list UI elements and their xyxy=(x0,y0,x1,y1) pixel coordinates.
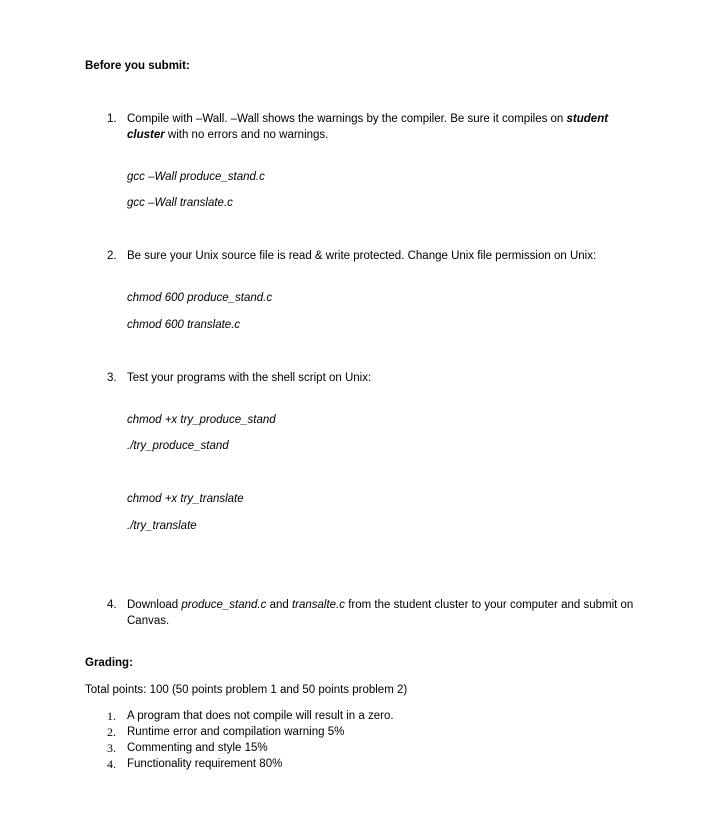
command-gcc-produce-stand: gcc –Wall produce_stand.c xyxy=(127,171,265,183)
step-2-number: 2. xyxy=(107,250,117,262)
command-chmod-translate: chmod 600 translate.c xyxy=(127,319,241,331)
grading-item-1-text: A program that does not compile will result in a zero. xyxy=(127,710,394,722)
grading-heading: Grading: xyxy=(85,657,133,669)
grading-item-2-number: 2. xyxy=(107,725,116,739)
produce-stand-filename: produce_stand.c xyxy=(181,599,267,611)
command-run-try-translate: ./try_translate xyxy=(127,520,197,532)
command-chmod-try-produce-stand: chmod +x try_produce_stand xyxy=(127,414,276,426)
transalte-filename: transalte.c xyxy=(291,599,346,611)
step-1-text: Compile with –Wall. –Wall shows the warnings by the compiler. Be sure it compiles on student cluster with no errors and no warnings. xyxy=(127,113,609,141)
grading-item-1-number: 1. xyxy=(107,709,116,723)
command-gcc-translate: gcc –Wall translate.c xyxy=(127,197,233,209)
step-3-number: 3. xyxy=(107,372,117,384)
grading-item-4-text: Functionality requirement 80% xyxy=(127,758,283,770)
student-cluster-emphasis: student cluster xyxy=(127,113,609,141)
step-1-number: 1. xyxy=(107,113,117,125)
step-4-text: Download produce_stand.c and transalte.c from the student cluster to your computer and submit on Canvas. xyxy=(127,599,634,627)
grading-item-4-number: 4. xyxy=(107,757,116,771)
grading-item-3-text: Commenting and style 15% xyxy=(127,742,268,754)
command-chmod-try-translate: chmod +x try_translate xyxy=(127,493,244,505)
grading-item-3-number: 3. xyxy=(107,741,116,755)
before-submit-heading: Before you submit: xyxy=(85,60,190,72)
step-4-number: 4. xyxy=(107,599,117,611)
command-chmod-produce-stand: chmod 600 produce_stand.c xyxy=(127,292,273,304)
total-points-text: Total points: 100 (50 points problem 1 and 50 points problem 2) xyxy=(85,684,408,696)
command-run-try-produce-stand: ./try_produce_stand xyxy=(127,440,229,452)
step-3-text: Test your programs with the shell script on Unix: xyxy=(127,372,372,384)
step-2-text: Be sure your Unix source file is read & write protected. Change Unix file permission on Unix: xyxy=(127,250,597,262)
grading-item-2-text: Runtime error and compilation warning 5% xyxy=(127,726,345,738)
